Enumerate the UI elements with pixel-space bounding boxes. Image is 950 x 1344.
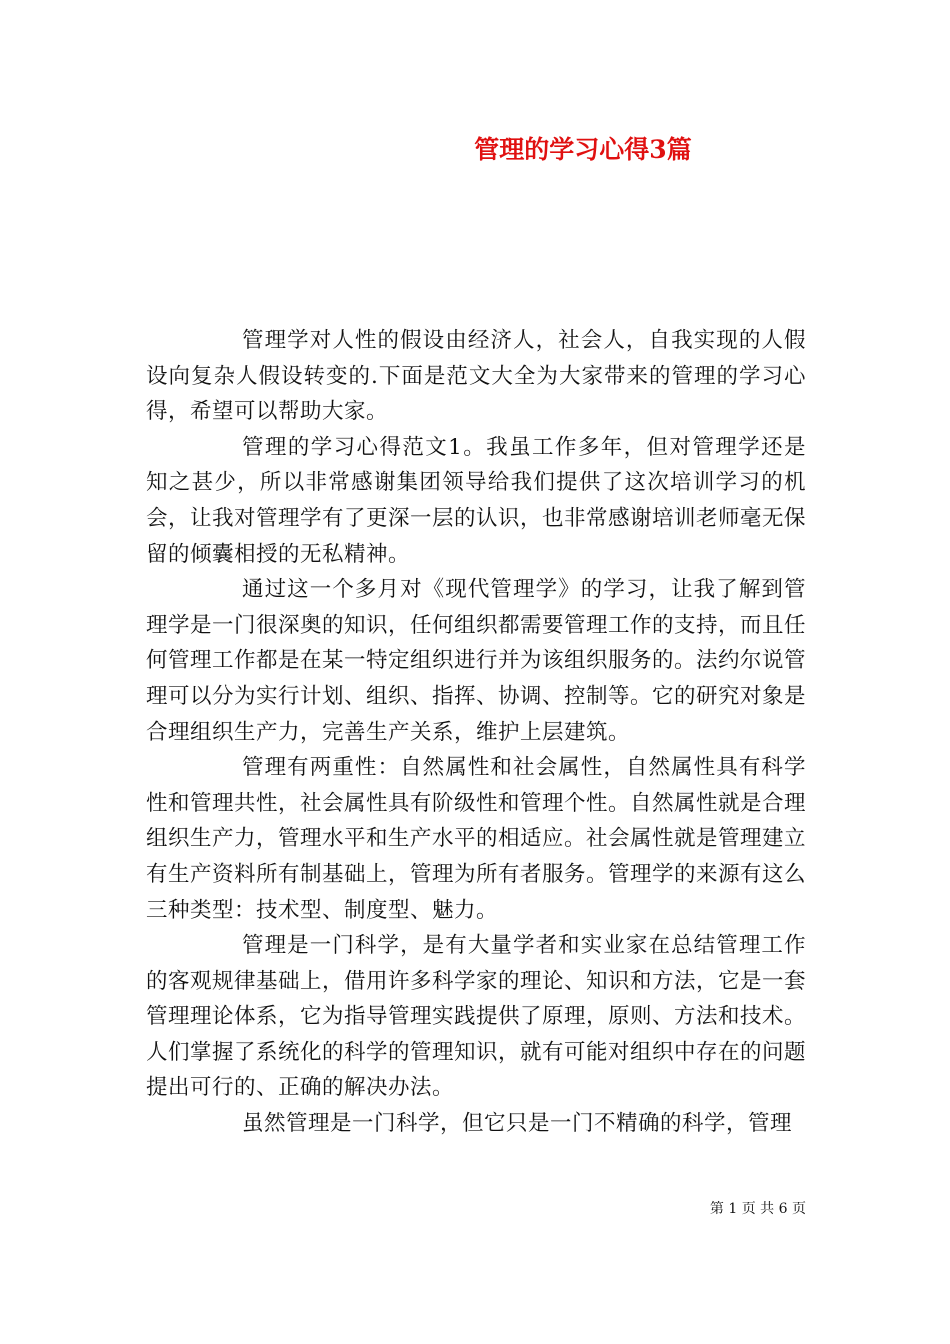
paragraph-intro: 管理学对人性的假设由经济人，社会人，自我实现的人假设向复杂人假设转变的.下面是范文大全为大家带来的管理的学习心得，希望可以帮助大家。 bbox=[146, 328, 806, 425]
page-number-footer: 第 1 页 共 6 页 bbox=[709, 1201, 806, 1217]
paragraph-sample-1: 管理的学习心得范文1。我虽工作多年，但对管理学还是知之甚少，所以非常感谢集团领导给我们提供了这次培训学习的机会，让我对管理学有了更深一层的认识，也非常感谢培训老师毫无保留的倾囊相授的无私精神。 bbox=[146, 434, 807, 567]
paragraph-modern-management: 通过这一个多月对《现代管理学》的学习，让我了解到管理学是一门很深奥的知识，任何组织都需要管理工作的支持，而且任何管理工作都是在某一特定组织进行并为该组织服务的。法约尔说管理可以分为实行计划、组织、指挥、协调、控制等。它的研究对象是合理组织生产力，完善生产关系，维护上层建筑。 bbox=[146, 577, 807, 745]
document-title: 管理的学习心得3篇 bbox=[474, 135, 692, 164]
document-body bbox=[146, 323, 806, 1142]
paragraph-science: 管理是一门科学，是有大量学者和实业家在总结管理工作的客观规律基础上，借用许多科学家的理论、知识和方法，它是一套管理理论体系，它为指导管理实践提供了原理，原则、方法和技术。人们掌握了系统化的科学的管理知识，就有可能对组织中存在的问题提出可行的、正确的解决办法。 bbox=[146, 933, 807, 1101]
paragraph-duality: 管理有两重性：自然属性和社会属性，自然属性具有科学性和管理共性，社会属性具有阶级性和管理个性。自然属性就是合理组织生产力，管理水平和生产水平的相适应。社会属性就是管理建立有生产资料所有制基础上，管理为所有者服务。管理学的来源有这么三种类型：技术型、制度型、魅力。 bbox=[146, 755, 807, 923]
paragraph-inexact-science: 虽然管理是一门科学，但它只是一门不精确的科学，管理 bbox=[242, 1111, 793, 1137]
